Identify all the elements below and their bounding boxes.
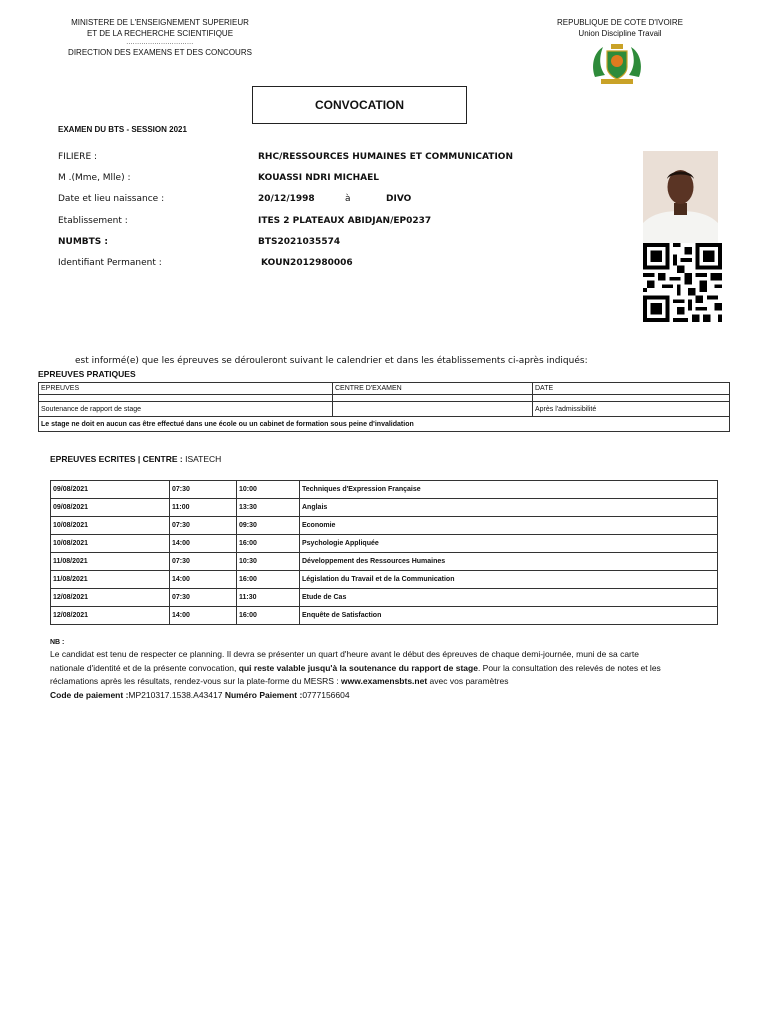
informed-text: est informé(e) que les épreuves se dérouleront suivant le calendrier et dans les établissements ci-après indiqués:	[75, 356, 588, 366]
table-row	[51, 535, 718, 553]
subject-cell: Anglais	[300, 499, 718, 517]
end-time-cell: 10:00	[237, 481, 300, 499]
start-time-cell: 11:00	[170, 499, 237, 517]
end-time-cell: 10:30	[237, 553, 300, 571]
nb-site: www.examensbts.net	[341, 676, 428, 686]
birth-place: DIVO	[386, 194, 412, 204]
end-time-cell: 16:00	[237, 607, 300, 625]
pratiques-heading: EPREUVES PRATIQUES	[38, 369, 136, 379]
exam-date-cell: 12/08/2021	[51, 589, 170, 607]
etablissement-value: ITES 2 PLATEAUX ABIDJAN/EP0237	[258, 216, 432, 226]
nb-text3: avec vos paramètres	[429, 676, 509, 686]
numbts-value: BTS2021035574	[258, 237, 341, 247]
exam-date-cell: 11/08/2021	[51, 571, 170, 589]
table-row	[39, 402, 730, 417]
exam-date-cell: 10/08/2021	[51, 517, 170, 535]
table-row	[39, 395, 730, 402]
col-epreuves-header: EPREUVES	[39, 383, 333, 395]
subject-cell: Enquête de Satisfaction	[300, 607, 718, 625]
nb-label: NB :	[50, 639, 65, 646]
col-date-header: DATE	[533, 383, 730, 395]
table-cell	[39, 395, 333, 402]
birth-date: 20/12/1998	[258, 194, 315, 204]
exam-date-cell: 12/08/2021	[51, 607, 170, 625]
name-label: M .(Mme, Mlle) :	[58, 173, 131, 183]
birth-label: Date et lieu naissance :	[58, 194, 165, 204]
identifiant-value: KOUN2012980006	[261, 258, 353, 268]
nb-section	[50, 638, 670, 702]
exam-session: EXAMEN DU BTS - SESSION 2021	[58, 125, 187, 134]
ecrites-table	[50, 480, 718, 625]
stage-warning: Le stage ne doit en aucun cas être effectué dans une école ou un cabinet de formation sous peine d'invalidation	[39, 417, 730, 432]
coat-of-arms-emblem	[589, 41, 645, 87]
table-row	[51, 571, 718, 589]
identifiant-label: Identifiant Permanent :	[58, 258, 162, 268]
candidate-photo	[643, 151, 718, 244]
table-cell	[533, 395, 730, 402]
nb-text2: . Pour la consultation des relevés de notes et les réclamations après les résultats, rendez-vous sur la plate-forme du MESRS :	[50, 662, 661, 686]
name-value: KOUASSI NDRI MICHAEL	[258, 173, 379, 183]
subject-cell: Etude de Cas	[300, 589, 718, 607]
exam-date-cell: 09/08/2021	[51, 481, 170, 499]
republic-line: REPUBLIQUE DE COTE D'IVOIRE	[557, 18, 683, 27]
table-row	[51, 499, 718, 517]
end-time-cell: 11:30	[237, 589, 300, 607]
ecrites-heading-label: EPREUVES ECRITES | CENTRE :	[50, 454, 183, 464]
end-time-cell: 09:30	[237, 517, 300, 535]
start-time-cell: 07:30	[170, 589, 237, 607]
start-time-cell: 14:00	[170, 535, 237, 553]
numbts-label: NUMBTS :	[58, 237, 109, 247]
subject-cell: Législation du Travail et de la Communication	[300, 571, 718, 589]
start-time-cell: 14:00	[170, 607, 237, 625]
table-row	[51, 481, 718, 499]
ecrites-centre: ISATECH	[185, 454, 222, 464]
pratiques-table	[38, 382, 730, 432]
ministry-line1: MINISTERE DE L'ENSEIGNEMENT SUPERIEUR	[71, 18, 249, 27]
start-time-cell: 07:30	[170, 517, 237, 535]
republic-header	[520, 17, 720, 39]
subject-cell: Psychologie Appliquée	[300, 535, 718, 553]
code-paiement-label: Code de paiement :	[50, 689, 129, 700]
birth-at: à	[345, 194, 351, 204]
table-cell	[333, 395, 533, 402]
table-row	[51, 607, 718, 625]
start-time-cell: 07:30	[170, 553, 237, 571]
table-row	[51, 589, 718, 607]
start-time-cell: 07:30	[170, 481, 237, 499]
nb-bold1: qui reste valable jusqu'à la soutenance du rapport de stage	[238, 662, 478, 673]
table-row	[51, 517, 718, 535]
subject-cell: Economie	[300, 517, 718, 535]
direction-line: DIRECTION DES EXAMENS ET DES CONCOURS	[68, 48, 252, 57]
numero-paiement-label: Numéro Paiement :	[224, 689, 303, 700]
end-time-cell: 13:30	[237, 499, 300, 517]
filiere-label: FILIERE :	[58, 152, 98, 162]
exam-date-cell: 10/08/2021	[51, 535, 170, 553]
epreuve-cell: Soutenance de rapport de stage	[39, 402, 333, 417]
filiere-value: RHC/RESSOURCES HUMAINES ET COMMUNICATION	[258, 152, 513, 162]
qr-code	[641, 243, 724, 322]
col-centre-header: CENTRE D'EXAMEN	[333, 383, 533, 395]
header-dots: ...............................	[126, 40, 194, 46]
table-row	[51, 553, 718, 571]
end-time-cell: 16:00	[237, 571, 300, 589]
exam-date-cell: 09/08/2021	[51, 499, 170, 517]
table-row	[39, 417, 730, 432]
ecrites-heading	[50, 454, 221, 464]
ministry-line2: ET DE LA RECHERCHE SCIENTIFIQUE	[86, 29, 234, 38]
numero-paiement-value: 0777156604	[302, 689, 350, 700]
table-row	[39, 383, 730, 395]
document-title: CONVOCATION	[252, 86, 467, 124]
end-time-cell: 16:00	[237, 535, 300, 553]
motto-line: Union Discipline Travail	[578, 29, 662, 38]
nb-text1: Le candidat est tenu de respecter ce planning. Il devra se présenter un quart d'heure avant le début des épreuves de chaque demi-journée, muni de sa carte nationale d'identité et de la présente convocation,	[50, 649, 639, 673]
code-paiement-value: MP210317.1538.A43417	[128, 689, 223, 700]
ministry-header	[40, 17, 280, 58]
subject-cell: Développement des Ressources Humaines	[300, 553, 718, 571]
centre-cell	[333, 402, 533, 417]
date-cell: Après l'admissibilité	[533, 402, 730, 417]
exam-date-cell: 11/08/2021	[51, 553, 170, 571]
etablissement-label: Etablissement :	[58, 216, 128, 226]
subject-cell: Techniques d'Expression Française	[300, 481, 718, 499]
start-time-cell: 14:00	[170, 571, 237, 589]
